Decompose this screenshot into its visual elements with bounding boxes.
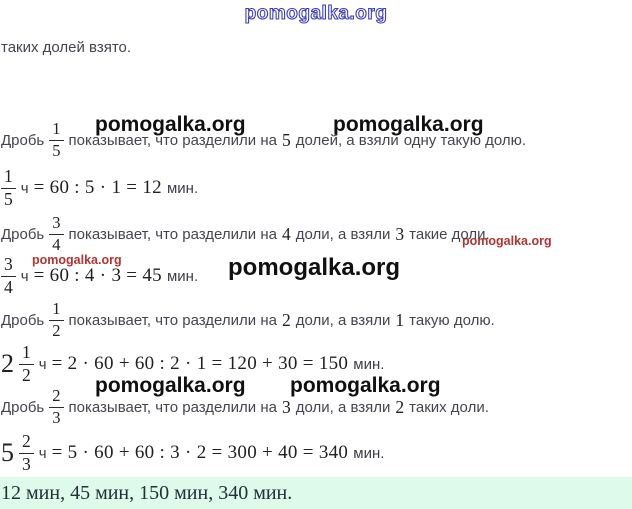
equation-unit-minutes: мин. <box>166 267 199 285</box>
watermark-top-blue: pomogalka.org <box>244 3 388 24</box>
fraction-denominator: 3 <box>19 453 34 474</box>
fraction-1-2 <box>19 341 34 385</box>
watermark-bold-row1-right: pomogalka.org <box>333 113 484 136</box>
equation-expression: = 2 · 60 + 60 : 2 · 1 = 120 + 30 = 150 <box>51 353 349 374</box>
fraction-denominator: 2 <box>19 364 34 385</box>
fraction-denominator: 4 <box>49 234 63 254</box>
fraction-numerator: 2 <box>22 430 31 451</box>
sentence-end: такие доли. <box>409 225 490 243</box>
watermark-bold-row2-right: pomogalka.org <box>290 374 441 397</box>
watermark-red-left: pomogalka.org <box>32 253 122 267</box>
fraction-3-4 <box>49 212 63 254</box>
fraction-1-2 <box>49 298 63 340</box>
sentence-after: доли, а взяли <box>295 311 391 329</box>
watermark-bold-row1-left: pomogalka.org <box>95 113 246 136</box>
sentence-line-2 <box>1 211 490 257</box>
fraction-numerator: 1 <box>22 341 31 362</box>
sentence-label: Дробь <box>1 398 45 416</box>
answer-text: 12 мин, 45 мин, 150 мин, 340 мин. <box>1 481 293 504</box>
fraction-denominator: 4 <box>1 276 16 297</box>
sentence-label: Дробь <box>1 311 45 329</box>
equation-expression: = 5 · 60 + 60 : 3 · 2 = 300 + 40 = 340 <box>51 442 349 463</box>
fraction-1-5 <box>1 165 16 209</box>
sentence-mid: показывает, что разделили на <box>68 398 277 416</box>
sentence-line-1 <box>1 117 526 163</box>
fraction-numerator: 3 <box>4 253 13 274</box>
equation-line-2 <box>1 252 198 300</box>
equation-expression: = 60 : 5 · 1 = 12 <box>33 177 162 198</box>
fraction-numerator: 1 <box>52 298 61 318</box>
sentence-after: доли, а взяли <box>295 225 391 243</box>
sentence-count: 4 <box>281 223 291 244</box>
sentence-count: 2 <box>281 309 291 330</box>
equation-unit-minutes: мин. <box>353 444 385 462</box>
intro-line: таких долей взято. <box>1 39 132 56</box>
sentence-count: 5 <box>281 129 291 150</box>
fraction-2-3 <box>19 430 34 474</box>
equation-line-3 <box>1 341 384 387</box>
watermark-bold-row2-left: pomogalka.org <box>95 374 246 397</box>
fraction-denominator: 5 <box>1 188 16 209</box>
sentence-label: Дробь <box>1 225 45 243</box>
equation-unit-minutes: мин. <box>166 179 199 197</box>
equation-unit-minutes: мин. <box>353 355 385 373</box>
sentence-line-3 <box>1 297 495 343</box>
sentence-taken: 1 <box>395 309 405 330</box>
sentence-after: доли, а взяли <box>295 398 391 416</box>
fraction-numerator: 1 <box>52 118 61 138</box>
fraction-numerator: 1 <box>4 165 13 186</box>
sentence-end: одну такую долю. <box>403 131 527 149</box>
equation-line-1 <box>1 164 198 212</box>
fraction-2-3 <box>49 385 63 427</box>
sentence-end: таких доли. <box>409 398 489 416</box>
equation-whole: 5 <box>1 438 14 467</box>
sentence-mid: показывает, что разделили на <box>68 131 277 149</box>
equation-unit-hours: ч <box>38 355 47 373</box>
fraction-denominator: 3 <box>49 407 63 427</box>
watermark-red-right: pomogalka.org <box>462 234 552 248</box>
equation-unit-hours: ч <box>20 267 29 285</box>
sentence-mid: показывает, что разделили на <box>68 311 277 329</box>
watermark-bold-center: pomogalka.org <box>228 254 401 281</box>
fraction-numerator: 2 <box>52 385 61 405</box>
fraction-numerator: 3 <box>52 212 61 232</box>
sentence-end: такую долю. <box>409 311 495 329</box>
equation-unit-hours: ч <box>20 179 29 197</box>
fraction-3-4 <box>1 253 16 297</box>
answer-bar <box>0 477 632 509</box>
fraction-denominator: 2 <box>49 320 63 340</box>
fraction-1-5 <box>49 118 63 160</box>
equation-expression: = 60 : 4 · 3 = 45 <box>33 265 162 286</box>
sentence-line-4 <box>1 384 489 430</box>
sentence-count: 3 <box>281 396 291 417</box>
sentence-label: Дробь <box>1 131 45 149</box>
sentence-after: долей, а взяли <box>295 131 399 149</box>
equation-line-4 <box>1 429 384 477</box>
equation-unit-hours: ч <box>38 444 47 462</box>
sentence-taken: 3 <box>395 223 405 244</box>
sentence-taken: 2 <box>395 396 405 417</box>
fraction-denominator: 5 <box>49 140 63 160</box>
equation-whole: 2 <box>1 349 14 378</box>
sentence-mid: показывает, что разделили на <box>68 225 277 243</box>
